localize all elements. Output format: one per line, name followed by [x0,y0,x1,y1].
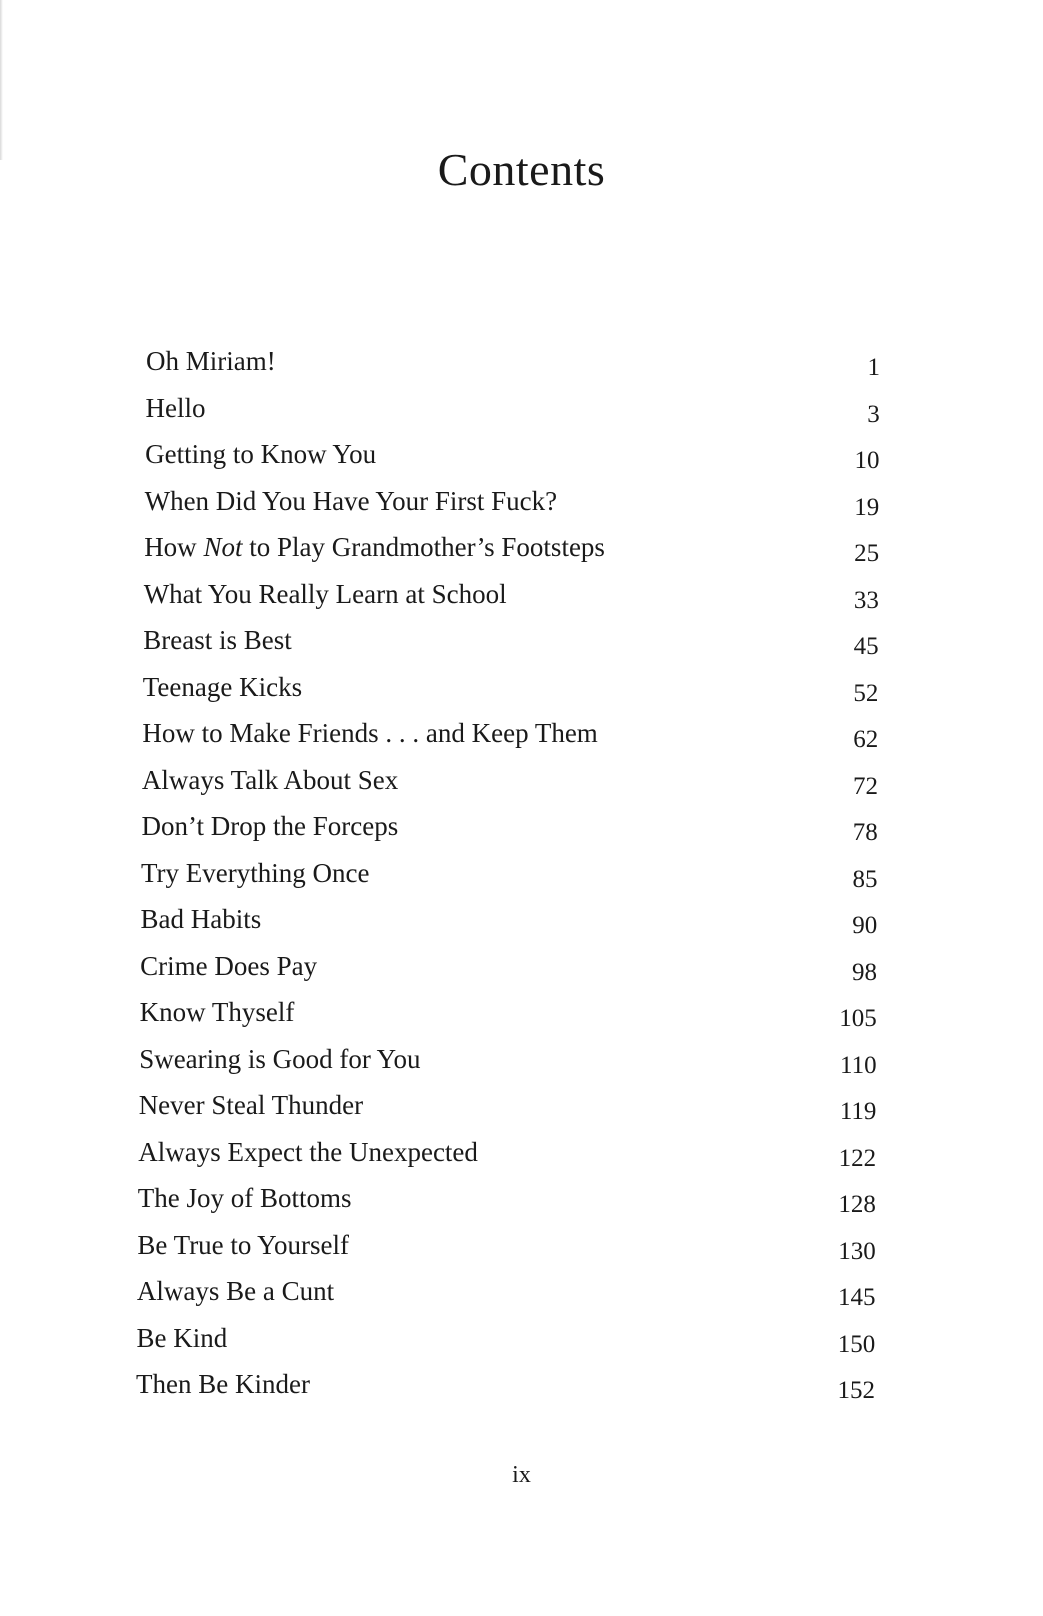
chapter-title: Be Kind [136,1322,228,1353]
chapter-title: Breast is Best [143,625,292,655]
chapter-title [144,524,605,570]
toc-entry [0,1315,1043,1362]
chapter-page-number: 122 [838,1144,877,1172]
chapter-title: Don’t Drop the Forceps [141,811,399,841]
toc-entry [0,431,1043,478]
page-title: Contents [437,144,606,195]
toc-entry [0,989,1043,1036]
toc-entry [0,1036,1043,1083]
toc-entry [0,385,1043,432]
chapter-title: Never Steal Thunder [138,1090,364,1120]
chapter-title: Swearing is Good for You [139,1043,421,1074]
chapter-title: Oh Miriam! [146,346,276,376]
toc-entry [0,803,1043,850]
chapter-page-number: 52 [853,679,879,707]
chapter-title: Always Expect the Unexpected [138,1136,478,1167]
toc-entry [0,571,1043,618]
toc-entry [0,478,1043,525]
chapter-title: Always Talk About Sex [141,764,399,795]
chapter-page-number: 1 [867,354,880,381]
chapter-page-number: 78 [852,819,878,846]
chapter-title: Know Thyself [139,997,295,1027]
chapter-page-number: 85 [852,865,878,893]
table-of-contents [0,338,1043,1408]
chapter-title: The Joy of Bottoms [137,1183,352,1213]
chapter-title-emphasis: Not [203,532,243,562]
toc-entry [0,757,1043,804]
chapter-title: When Did You Have Your First Fuck? [144,485,558,516]
chapter-title: How to Make Friends . . . and Keep Them [142,718,598,748]
chapter-title: Bad Habits [140,904,262,934]
page-folio: ix [512,1462,531,1488]
chapter-page-number: 110 [840,1051,877,1079]
toc-entry [0,524,1043,571]
chapter-title: Crime Does Pay [140,950,318,981]
chapter-title: Teenage Kicks [142,671,303,702]
toc-entry [0,617,1043,664]
chapter-page-number: 105 [839,1005,877,1032]
chapter-page-number: 119 [839,1098,877,1125]
chapter-page-number: 130 [838,1237,876,1265]
chapter-title: Always Be a Cunt [136,1276,335,1306]
chapter-page-number: 3 [867,400,880,428]
chapter-title: Then Be Kinder [136,1369,310,1399]
toc-entry [0,1361,1043,1408]
chapter-page-number: 62 [853,726,879,753]
chapter-page-number: 152 [837,1377,875,1404]
chapter-title-part: to Play Grandmother’s Footsteps [242,532,605,562]
toc-entry [0,1082,1043,1129]
chapter-page-number: 25 [854,540,880,567]
chapter-page-number: 98 [852,958,877,986]
chapter-page-number: 150 [837,1330,876,1358]
chapter-page-number: 10 [854,447,880,474]
chapter-title: Try Everything Once [141,857,370,888]
toc-entry [0,1129,1043,1176]
toc-entry [0,943,1043,990]
toc-entry [0,664,1043,711]
chapter-title-part: How [144,532,204,562]
chapter-page-number: 33 [853,586,879,614]
toc-entry [0,710,1043,757]
toc-entry [0,850,1043,897]
chapter-page-number: 19 [854,493,880,521]
toc-entry [0,1222,1043,1269]
toc-entry [0,1268,1043,1315]
toc-entry [0,896,1043,943]
page-edge-shadow [0,0,3,160]
chapter-page-number: 72 [853,772,878,800]
chapter-title: Getting to Know You [145,439,377,469]
toc-entry [0,1175,1043,1222]
toc-entry [0,338,1043,385]
chapter-title: What You Really Learn at School [143,578,507,609]
chapter-title: Be True to Yourself [137,1229,349,1260]
chapter-page-number: 90 [852,912,878,939]
chapter-page-number: 145 [838,1284,876,1311]
chapter-page-number: 128 [838,1191,876,1218]
chapter-title: Hello [145,392,206,423]
chapter-page-number: 45 [853,633,879,660]
